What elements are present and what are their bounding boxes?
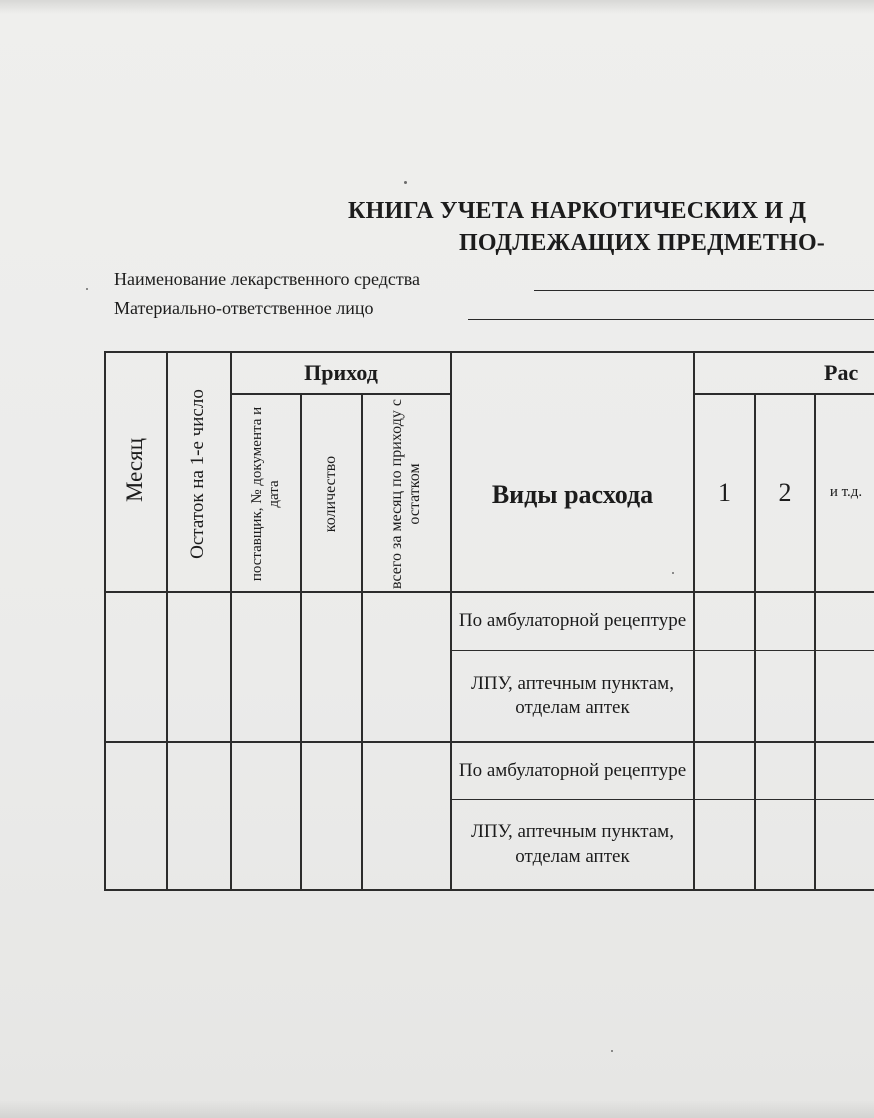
responsible-person-label: Материально-ответственное лицо <box>114 298 374 318</box>
scan-speck <box>672 572 674 574</box>
responsible-person-underline <box>468 319 874 320</box>
income-group-divider <box>230 393 450 395</box>
header-expense-types: Виды расхода <box>491 480 654 510</box>
row-label-institutions: ЛПУ, аптечным пунктам, отделам аптек <box>471 821 674 867</box>
table-border-top <box>104 351 874 353</box>
table-border-left <box>104 351 106 891</box>
row-label-outpatient: По амбулаторной рецептуре <box>458 759 687 781</box>
row-label-outpatient: По амбулаторной рецептуре <box>458 610 687 632</box>
document-title-line-1: КНИГА УЧЕТА НАРКОТИЧЕСКИХ И Д <box>348 198 807 224</box>
scan-speck <box>404 181 407 184</box>
scan-speck <box>86 288 88 290</box>
scan-bottom-shadow <box>0 1100 874 1118</box>
header-supplier: поставщик, № документа и дата <box>248 406 282 582</box>
header-col-2: 2 <box>778 478 792 507</box>
column-divider <box>361 393 363 891</box>
header-balance: Остаток на 1-е число <box>187 389 209 559</box>
header-col-etc: и т.д. <box>829 484 863 501</box>
column-divider <box>166 351 168 891</box>
header-total-month: всего за месяц по приходу с остатком <box>387 399 423 589</box>
header-quantity: количество <box>321 455 339 533</box>
header-col-1: 1 <box>718 478 731 507</box>
document-title-line-2: ПОДЛЕЖАЩИХ ПРЕДМЕТНО- <box>459 230 826 256</box>
header-expense-group: Рас <box>824 360 859 385</box>
header-month: Месяц <box>121 437 147 503</box>
table-border-bottom <box>104 889 874 891</box>
drug-name-underline <box>534 290 874 291</box>
column-divider <box>230 351 232 891</box>
column-divider <box>300 393 302 891</box>
row-label-institutions: ЛПУ, аптечным пунктам, отделам аптек <box>471 672 674 718</box>
header-income-group: Приход <box>304 360 378 385</box>
scan-speck <box>611 1050 613 1052</box>
drug-name-label: Наименование лекарственного средства <box>114 269 421 289</box>
scan-top-shadow <box>0 0 874 14</box>
